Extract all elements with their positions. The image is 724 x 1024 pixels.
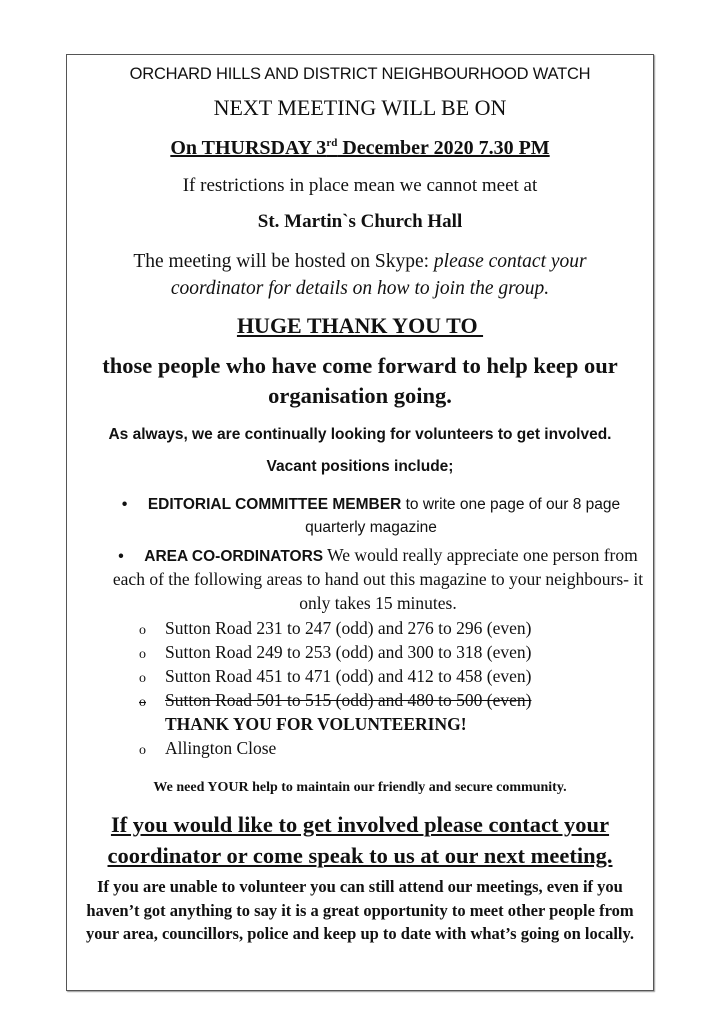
venue-name: St. Martin`s Church Hall — [257, 211, 463, 232]
bullet-icon: • — [121, 496, 128, 513]
circle-bullet-icon: o — [139, 743, 146, 758]
newsletter-notice-box — [66, 54, 654, 991]
area-text: Sutton Road 451 to 471 (odd) and 412 to 458 (even) — [165, 666, 532, 686]
area-text: Sutton Road 501 to 515 (odd) and 480 to 500 (even) — [165, 690, 532, 710]
circle-bullet-icon: o — [139, 671, 146, 686]
area-item — [139, 616, 531, 643]
restrictions-text: If restrictions in place mean we cannot meet at — [182, 175, 538, 196]
attend-note: If you are unable to volunteer you can still attend our meetings, even if you haven’t got anything to say it is a great opportunity to meet other people from your area, councillors, police and keep up to date with what’s going on locally. — [86, 877, 634, 943]
thank-you-body: those people who have come forward to help keep our organisation going. — [102, 353, 618, 408]
position-title: EDITORIAL COMMITTEE MEMBER — [147, 496, 402, 513]
position-title: AREA CO-ORDINATORS — [144, 548, 324, 565]
volunteers-intro: As always, we are continually looking for volunteers to get involved. — [108, 426, 612, 443]
need-help-text: We need YOUR help to maintain our friendly and secure community. — [153, 780, 567, 795]
skype-prefix: The meeting will be hosted on Skype: — [133, 251, 434, 272]
meeting-date-rest: December 2020 7.30 PM — [337, 137, 550, 159]
circle-bullet-icon: o — [139, 647, 146, 662]
circle-bullet-icon: o — [139, 623, 146, 638]
get-involved-text: If you would like to get involved please contact your coordinator or come speak to us at our next meeting. — [107, 812, 613, 868]
skype-info — [67, 248, 653, 302]
meeting-date-prefix: On THURSDAY 3 — [170, 137, 327, 159]
area-item-filled — [139, 688, 531, 715]
position-description: to write one page of our 8 page quarterly magazine — [305, 496, 621, 536]
position-description: We would really appreciate one person from each of the following areas to hand out this magazine to your neighbours- it only takes 15 minutes. — [112, 545, 644, 613]
bullet-icon: • — [118, 548, 124, 565]
area-text: Sutton Road 231 to 247 (odd) and 276 to 296 (even) — [165, 618, 532, 638]
area-item — [139, 736, 276, 763]
skype-instructions: please contact your coordinator for details on how to join the group. — [170, 251, 587, 299]
position-editorial — [97, 493, 645, 539]
next-meeting-heading: NEXT MEETING WILL BE ON — [213, 95, 507, 120]
area-item — [139, 664, 531, 691]
position-area-coordinators — [111, 544, 645, 616]
vacant-heading: Vacant positions include; — [266, 458, 454, 475]
area-item — [139, 640, 531, 667]
area-text: Sutton Road 249 to 253 (odd) and 300 to 318 (even) — [165, 642, 532, 662]
area-text: Allington Close — [165, 738, 277, 758]
filled-note: THANK YOU FOR VOLUNTEERING! — [165, 714, 467, 734]
meeting-date — [67, 137, 653, 160]
thank-you-heading: HUGE THANK YOU TO — [236, 313, 484, 338]
circle-bullet-icon: o — [139, 695, 146, 710]
meeting-date-ordinal: rd — [326, 137, 338, 149]
org-name: ORCHARD HILLS AND DISTRICT NEIGHBOURHOOD WATCH — [129, 65, 591, 83]
